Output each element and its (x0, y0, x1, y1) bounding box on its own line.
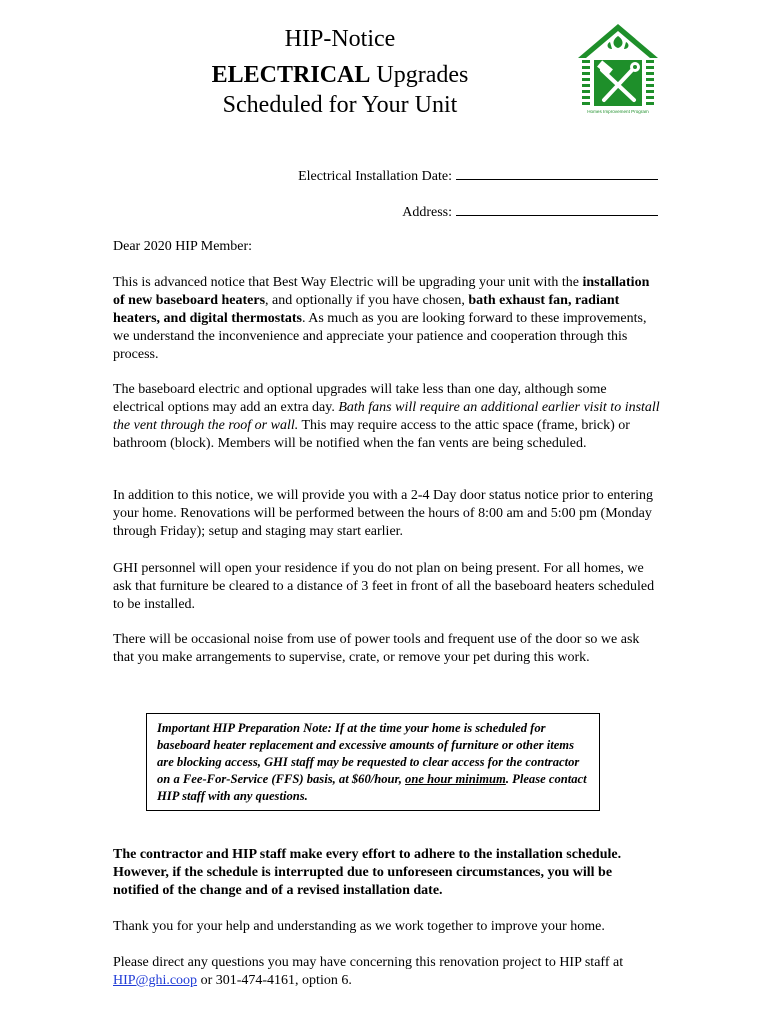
title-bold: ELECTRICAL (211, 62, 371, 88)
paragraph-3: In addition to this notice, we will provide you with a 2-4 Day door status notice prior to entering your home. Renovations will be performed between the hours of 8:00 am and 5:00 pm (Monday through Friday); setup and staging may start earlier. (113, 488, 654, 539)
note-text-a: Important HIP Preparation Note: If at the time your home is scheduled for baseboard heater replacement and excessive amounts of furniture or other items are blocking access, GHI staff may be requested to clear access for the contractor on a Fee-For-Service (FFS) basis, at $60/hour, (157, 721, 580, 786)
paragraph-2 (113, 381, 661, 453)
p1-text-c: , and optionally if you have chosen, (265, 293, 469, 308)
title-line-3: Scheduled for Your Unit (222, 92, 458, 118)
paragraph-6: The contractor and HIP staff make every effort to adhere to the installation schedule. However, if the schedule is interrupted due to unforeseen circumstances, you will be notified of the change and of a revised installation date. (113, 847, 622, 898)
install-date-field[interactable] (298, 167, 658, 186)
paragraph-1 (113, 274, 661, 364)
title-line-1: HIP-Notice (284, 26, 396, 52)
p8-text-b: or 301-474-4161, option 6. (197, 973, 352, 988)
preparation-note-box (146, 713, 600, 811)
logo-caption: Homes Improvement Program (587, 109, 649, 114)
title-rest: Upgrades (370, 62, 469, 88)
title-block (190, 24, 490, 120)
p2-italic-b: Bath fans will require an additional earlier visit to install the vent through the roof or wall. (113, 400, 660, 433)
title-line-2 (190, 60, 490, 90)
p8-text-a: Please direct any questions you may have concerning this renovation project to HIP staff at (113, 955, 624, 970)
p1-bold-b: installation of new baseboard heaters (113, 275, 650, 308)
note-text-c: . Please contact HIP staff with any questions. (157, 772, 587, 803)
paragraph-7: Thank you for your help and understanding as we work together to improve your home. (113, 919, 605, 934)
address-field[interactable] (402, 203, 658, 222)
paragraph-4: GHI personnel will open your residence if you do not plan on being present. For all homes, we ask that furniture be cleared to a distance of 3 feet in front of all the baseboard heaters scheduled to be installed. (113, 561, 655, 612)
hip-logo-icon (576, 22, 660, 114)
address-blank[interactable] (456, 203, 658, 216)
p1-bold-d: bath exhaust fan, radiant heaters, and digital thermostats (113, 293, 620, 326)
paragraph-8 (113, 954, 661, 990)
email-link[interactable]: HIP@ghi.coop (113, 973, 198, 988)
note-underline: one hour minimum (405, 772, 506, 786)
paragraph-5: There will be occasional noise from use of power tools and frequent use of the door so we ask that you make arrangements to supervise, crate, or remove your pet during this work. (113, 632, 640, 665)
p2-text-a: The baseboard electric and optional upgrades will take less than one day, although some electrical options may add an extra day. (113, 382, 607, 415)
salutation: Dear 2020 HIP Member: (113, 239, 253, 254)
install-date-label: Electrical Installation Date: (298, 169, 452, 184)
install-date-blank[interactable] (456, 167, 658, 180)
p1-text-e: . As much as you are looking forward to these improvements, we understand the inconvenience and appreciate your patience and cooperation through this process. (113, 311, 647, 362)
address-label: Address: (402, 205, 452, 220)
p2-text-c: This may require access to the attic space (frame, brick) or bathroom (block). Members will be notified when the fan vents are being scheduled. (113, 418, 630, 451)
p1-text-a: This is advanced notice that Best Way Electric will be upgrading your unit with the (113, 275, 583, 290)
